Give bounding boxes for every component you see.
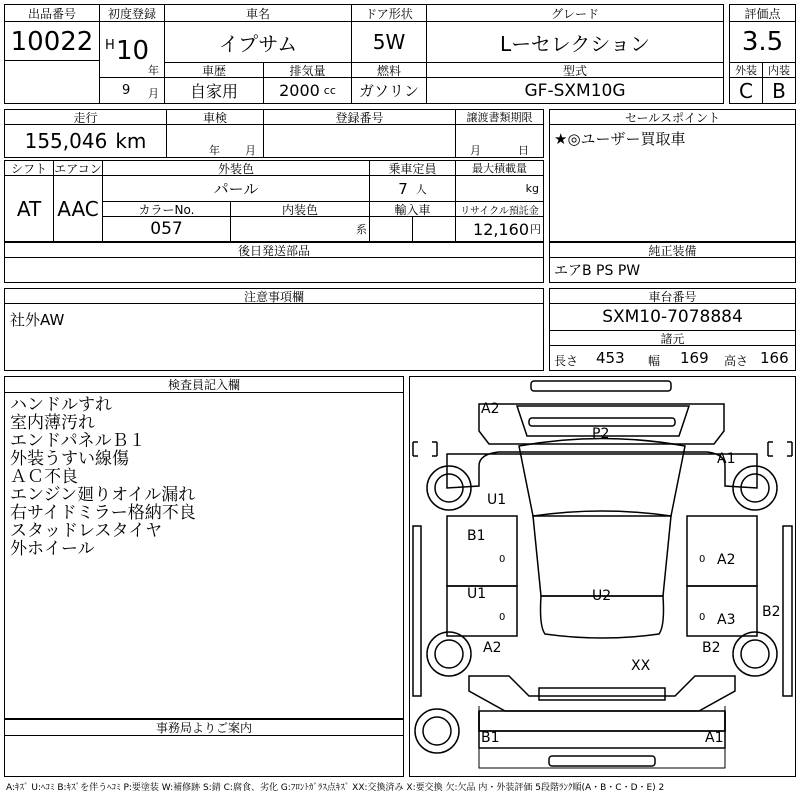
grade: Lーセレクション (426, 21, 724, 63)
rear-outline (479, 706, 725, 768)
month-unit: 月 (148, 87, 159, 100)
mark-u1-left: U1 (467, 586, 487, 602)
history-label: 車歴 (164, 62, 264, 78)
transfer-doc-cell (455, 124, 544, 158)
lot-number-value: 10022 (10, 26, 94, 57)
dims-label: 諸元 (549, 330, 796, 346)
wheel-right-rear (733, 632, 777, 676)
legend: A:ｷｽﾞ U:ﾍｺﾐ B:ｷｽﾞを伴うﾍｺﾐ P:要塗装 W:補修跡 S:錆 C:腐食、劣化 G:ﾌﾛﾝﾄｶﾞﾗｽ点ｷｽﾞ XX:交換済み X:要交換 欠:欠品 内・外装評価 5段階ﾗﾝｸ順(A・B・C・D・E) 2 (6, 783, 665, 793)
displacement: 2000 (279, 81, 320, 100)
ext-grade-label: 外装 (729, 62, 763, 78)
wheel-left-rear (427, 632, 471, 676)
shift-label: シフト (4, 160, 54, 176)
mark-b2-right: B2 (762, 604, 781, 620)
mark-a2-rear: A2 (483, 640, 502, 656)
equipment: エアB PS PW (549, 257, 796, 283)
rear-bumper-bottom (549, 756, 655, 766)
rear-panel (479, 711, 725, 731)
inspector-note-list (10, 396, 196, 558)
mark-a1-front: A1 (717, 451, 736, 467)
int-grade-label: 内装 (762, 62, 796, 78)
first-reg-year: 10 (116, 36, 150, 66)
inspector-note-line: スタッドレスタイヤ (10, 521, 163, 541)
fuel: ガソリン (351, 77, 427, 104)
shift: AT (4, 175, 54, 242)
transfer-month-unit: 月 (470, 144, 481, 157)
front-bumper-top (531, 381, 671, 391)
left-side-strip (413, 526, 421, 696)
history: 自家用 (164, 77, 264, 104)
caution: 社外AW (4, 303, 544, 371)
mark-u1-front: U1 (487, 492, 507, 508)
spare-wheel (415, 709, 459, 753)
grade-label: グレード (426, 4, 724, 22)
ext-grade: C (729, 77, 763, 104)
int-color-unit: 系 (230, 216, 370, 242)
capacity: 7 (398, 179, 408, 198)
inspector-notes (4, 392, 404, 719)
mark-a1-bottom: A1 (705, 730, 724, 746)
height: 166 (760, 349, 789, 367)
transfer-day-unit: 日 (518, 144, 529, 157)
capacity-cell (369, 175, 456, 202)
right-mirror-bracket (768, 442, 773, 456)
cc-unit: cc (323, 84, 336, 97)
first-reg-label: 初度登録 (99, 4, 165, 22)
mark-a3: A3 (717, 612, 736, 628)
windshield (519, 439, 685, 517)
displacement-cell (263, 77, 352, 104)
caution-label: 注意事項欄 (4, 288, 544, 304)
yen-unit: 円 (530, 223, 541, 236)
mark-zero-right-rear: 0 (699, 612, 706, 623)
mark-xx: XX (631, 658, 651, 674)
mark-zero-left-front: 0 (499, 554, 506, 565)
grille (529, 418, 675, 426)
rear-bumper-top (479, 712, 725, 731)
int-color-label: 内装色 (230, 201, 370, 217)
inspector-note-line: ハンドルすれ (10, 395, 112, 415)
inspector-label: 検査員記入欄 (4, 376, 404, 393)
length: 453 (596, 349, 625, 367)
inspector-note-line: 外ホイール (10, 539, 95, 559)
mileage: 155,046 (24, 129, 108, 153)
lot-label: 出品番号 (4, 4, 100, 22)
mileage-label: 走行 (4, 109, 167, 125)
inspector-note-line: 外装うすい線傷 (10, 449, 129, 469)
transfer-doc-label: 譲渡書類期限 (455, 109, 544, 125)
tailgate (539, 688, 665, 700)
color-no: 057 (102, 216, 231, 242)
displacement-label: 排気量 (263, 62, 352, 78)
ext-color: パール (102, 175, 370, 202)
inspection-label: 車検 (166, 109, 264, 125)
inspection-cell (166, 124, 264, 158)
height-label: 高さ (724, 354, 749, 368)
rear-bumper-outline (479, 711, 725, 748)
car-diagram (409, 376, 796, 777)
first-reg-month-cell (99, 77, 165, 104)
inspection-year-unit: 年 (209, 144, 220, 157)
right-front-door (687, 516, 757, 586)
import-label: 輸入車 (369, 201, 456, 217)
mark-zero-right-front: 0 (699, 554, 706, 565)
door-label: ドア形状 (351, 4, 427, 22)
sales-point-label: セールスポイント (549, 109, 796, 125)
length-label: 長さ (554, 354, 579, 368)
model-code-label: 型式 (426, 62, 724, 78)
left-mirror-bracket (413, 442, 418, 456)
mark-b2-rear: B2 (702, 640, 721, 656)
sales-point: ★◎ユーザー買取車 (549, 124, 796, 242)
inspection-month-unit: 月 (245, 144, 256, 157)
capacity-unit: 人 (415, 182, 427, 196)
reg-number (263, 124, 456, 158)
ext-color-label: 外装色 (102, 160, 370, 176)
inspector-note-line: エンドパネルＢ１ (10, 431, 146, 451)
mark-p2: P2 (592, 426, 610, 442)
reg-number-label: 登録番号 (263, 109, 456, 125)
year-unit: 年 (148, 64, 159, 77)
later-parts-label: 後日発送部品 (4, 242, 544, 258)
chassis: SXM10-7078884 (549, 303, 796, 331)
inspector-note-line: ＡＣ不良 (10, 467, 78, 487)
mark-a2-right: A2 (717, 552, 736, 568)
inspector-note-line: 右サイドミラー格納不良 (10, 503, 196, 523)
mark-a2-front: A2 (481, 401, 500, 417)
mark-zero-left-rear: 0 (499, 612, 506, 623)
dims-cell (549, 345, 796, 371)
import-cell-2 (412, 216, 456, 242)
fender-top (447, 452, 757, 488)
mileage-cell (4, 124, 167, 158)
office (4, 735, 404, 777)
era: H (105, 38, 115, 53)
office-label: 事務局よりご案内 (4, 719, 404, 736)
first-reg-month: 9 (122, 83, 131, 98)
aircon-label: エアコン (54, 161, 102, 176)
lot-number (4, 21, 100, 61)
right-rear-door (687, 586, 757, 636)
left-front-door (447, 516, 517, 586)
km-unit: km (115, 129, 147, 153)
roof (533, 516, 671, 596)
car-name: イプサム (164, 21, 352, 63)
recycle-cell (455, 216, 544, 242)
chassis-label: 車台番号 (549, 288, 796, 304)
import-cell-1 (369, 216, 413, 242)
model-code: GF-SXM10G (426, 77, 724, 104)
width: 169 (680, 349, 709, 367)
score: 3.5 (729, 21, 796, 63)
aircon: AAC (53, 175, 103, 242)
max-load-unit: kg (455, 175, 544, 202)
car-name-label: 車名 (164, 4, 352, 22)
color-no-label: カラーNo. (102, 201, 231, 217)
width-label: 幅 (648, 354, 661, 368)
rear-body (469, 676, 735, 711)
mark-b1-bottom: B1 (481, 730, 500, 746)
later-parts (4, 257, 544, 283)
right-side-strip (783, 526, 792, 696)
first-reg-year-cell (99, 21, 165, 78)
recycle: 12,160 (473, 219, 529, 239)
recycle-label: リサイクル預託金 (455, 201, 544, 217)
max-load-label: 最大積載量 (455, 160, 544, 176)
mark-u2: U2 (592, 588, 612, 604)
mark-b1-left: B1 (467, 528, 486, 544)
lot-blank (4, 60, 100, 104)
int-grade: B (762, 77, 796, 104)
capacity-label: 乗車定員 (369, 160, 456, 176)
score-label: 評価点 (729, 4, 796, 22)
inspector-note-line: 室内薄汚れ (10, 413, 95, 433)
equipment-label: 純正装備 (549, 242, 796, 258)
inspector-note-line: エンジン廻りオイル漏れ (10, 485, 196, 505)
door-type: 5W (351, 21, 427, 63)
fuel-label: 燃料 (351, 62, 427, 78)
